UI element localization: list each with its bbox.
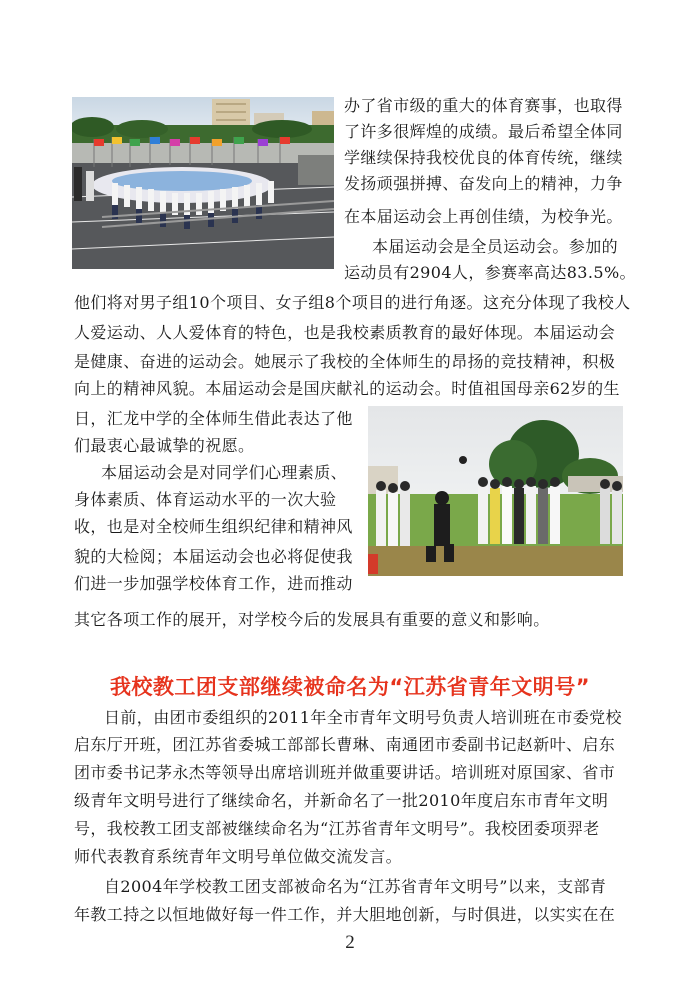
text-line: 办了省市级的重大的体育赛事，也取得 [344,96,623,115]
sports-meet-ceremony-photo [72,97,334,269]
text-line: 号，我校教工团支部被继续命名为“江苏省青年文明号”。我校团委项羿老 [74,819,600,838]
text-line: 貌的大检阅；本届运动会也必将促使我 [74,547,353,566]
text-line: 身体素质、体育运动水平的一次大验 [74,490,337,509]
text-line: 运动员有2904人，参赛率高达83.5%。 [344,263,636,282]
text-line: 他们将对男子组10个项目、女子组8个项目的进行角逐。这充分体现了我校人 [74,293,631,312]
text-line: 们最衷心最诚挚的祝愿。 [74,436,255,455]
text-line: 其它各项工作的展开，对学校今后的发展具有重要的意义和影响。 [74,610,550,629]
shot-put-event-photo [368,406,623,576]
text-line: 在本届运动会上再创佳绩，为校争光。 [344,207,623,226]
text-line: 本届运动会是全员运动会。参加的 [372,237,619,256]
text-line: 日前，由团市委组织的2011年全市青年文明号负责人培训班在市委党校 [104,708,622,727]
text-line: 收，也是对全校师生组织纪律和精神风 [74,517,353,536]
section-heading: 我校教工团支部继续被命名为“江苏省青年文明号” [109,675,591,699]
text-line: 级青年文明号进行了继续命名，并新命名了一批2010年度启东市青年文明 [74,791,609,810]
text-line: 向上的精神风貌。本届运动会是国庆献礼的运动会。时值祖国母亲62岁的生 [74,379,620,398]
text-line: 们进一步加强学校体育工作，进而推动 [74,574,353,593]
text-line: 年教工持之以恒地做好每一件工作，并大胆地创新，与时俱进，以实实在在 [74,905,616,924]
text-line: 团市委书记茅永杰等领导出席培训班并做重要讲话。培训班对原国家、省市 [74,763,616,782]
text-line: 日，汇龙中学的全体师生借此表达了他 [74,409,353,428]
page-number: 2 [345,932,355,953]
text-line: 学继续保持我校优良的体育传统，继续 [344,148,623,167]
text-line: 启东厅开班，团江苏省委城工部部长曹琳、南通团市委副书记赵新叶、启东 [74,735,616,754]
text-line: 发扬顽强拼搏、奋发向上的精神，力争 [344,174,623,193]
text-line: 人爱运动、人人爱体育的特色，也是我校素质教育的最好体现。本届运动会 [74,323,616,342]
text-line: 本届运动会是对同学们心理素质、 [101,463,348,482]
text-line: 自2004年学校教工团支部被命名为“江苏省青年文明号”以来，支部青 [104,877,607,896]
text-line: 了许多很辉煌的成绩。最后希望全体同 [344,122,623,141]
text-line: 师代表教育系统青年文明号单位做交流发言。 [74,847,403,866]
text-line: 是健康、奋进的运动会。她展示了我校的全体师生的昂扬的竞技精神，积极 [74,352,616,371]
